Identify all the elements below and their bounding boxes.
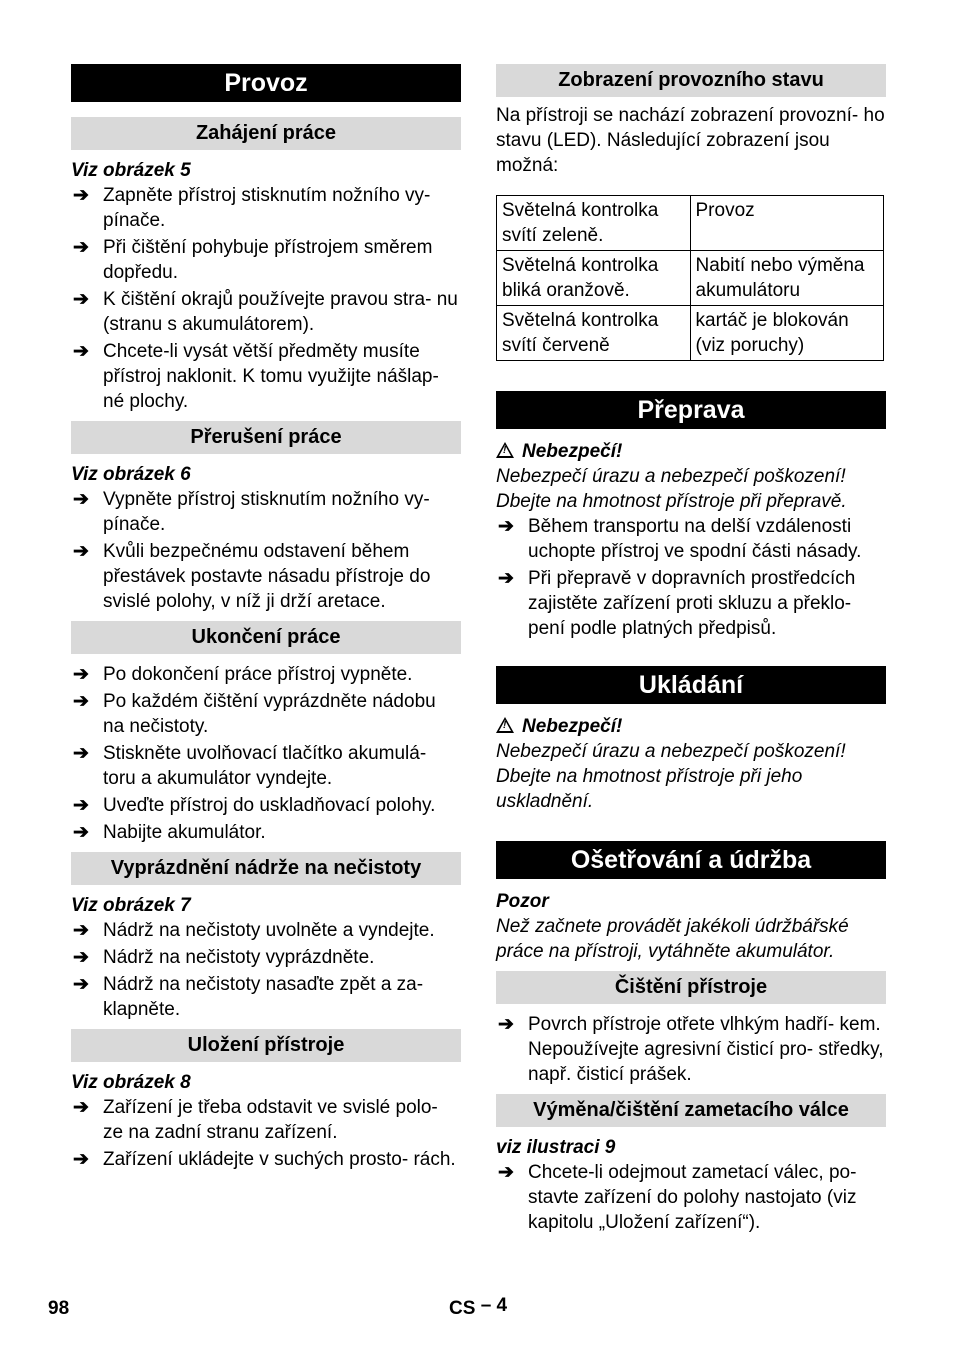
arrow-right-icon: ➔	[73, 822, 89, 843]
danger-label: !Nebezpečí!	[496, 714, 886, 739]
list-item: ➔ K čištění okrajů používejte pravou stra- nu (stranu s akumulátorem).	[73, 289, 458, 335]
arrow-right-icon: ➔	[73, 947, 89, 968]
list-item: ➔ Povrch přístroje otřete vlhkým hadří- kem. Nepoužívejte agresivní čisticí pro- středky, např. čisticí prášek.	[498, 1014, 884, 1085]
arrow-right-icon: ➔	[73, 1149, 89, 1170]
list-item: ➔ Uveďte přístroj do uskladňovací polohy.	[73, 795, 436, 816]
heading-vymena-valce: Výměna/čištění zametacího válce	[496, 1094, 886, 1127]
arrow-right-icon: ➔	[498, 1162, 514, 1183]
arrow-right-icon: ➔	[73, 489, 89, 510]
list-item: ➔ Chcete-li vysát větší předměty musíte přístroj naklonit. K tomu využijte nášlap- né plochy.	[73, 341, 439, 412]
list-item: ➔ Nádrž na nečistoty uvolněte a vyndejte.	[73, 920, 435, 941]
section-title-preprava: Přeprava	[496, 391, 886, 429]
list-item: ➔ Zařízení je třeba odstavit ve svislé polo- ze na zadní stranu zařízení.	[73, 1097, 438, 1143]
arrow-right-icon: ➔	[73, 795, 89, 816]
arrow-right-icon: ➔	[498, 516, 514, 537]
figure-reference: Viz obrázek 8	[71, 1072, 191, 1093]
arrow-right-icon: ➔	[73, 237, 89, 258]
section-title-provoz: Provoz	[71, 64, 461, 102]
language-code: CS	[449, 1298, 476, 1319]
list-item: ➔ Během transportu na delší vzdálenosti uchopte přístroj ve spodní části násady.	[498, 516, 862, 562]
warning-icon	[496, 442, 514, 458]
arrow-right-icon: ➔	[73, 289, 89, 310]
instruction-list	[71, 183, 461, 414]
instruction-list	[71, 918, 461, 1022]
status-intro: Na přístroji se nachází zobrazení provozní- ho stavu (LED). Následující zobrazení jsou možná:	[496, 105, 885, 176]
table-cell: kartáč je blokován (viz poruchy)	[690, 306, 884, 361]
list-item: ➔ Zapněte přístroj stisknutím nožního vy- pínače.	[73, 185, 431, 231]
caution-text: Než začnete provádět jakékoli údržbářské práce na přístroji, vytáhněte akumulátor.	[496, 916, 849, 962]
arrow-right-icon: ➔	[73, 691, 89, 712]
instruction-list	[71, 662, 461, 845]
table-cell: Světelná kontrolka bliká oranžově.	[497, 251, 691, 306]
list-item: ➔ Vypněte přístroj stisknutím nožního vy- pínače.	[73, 489, 430, 535]
arrow-right-icon: ➔	[73, 974, 89, 995]
table-row	[497, 306, 884, 361]
instruction-list	[496, 1012, 886, 1087]
danger-text: Nebezpečí úrazu a nebezpečí poškození! Dbejte na hmotnost přístroje při přepravě.	[496, 466, 847, 512]
status-table	[496, 195, 884, 361]
instruction-list	[71, 487, 461, 614]
arrow-right-icon: ➔	[498, 1014, 514, 1035]
list-item: ➔ Při přepravě v dopravních prostředcích zajistěte zařízení proti skluzu a překlo- pení podle platných předpisů.	[498, 568, 856, 639]
footer-label	[449, 1295, 508, 1320]
danger-label: !Nebezpečí!	[496, 439, 886, 464]
section-title-ukladani: Ukládání	[496, 666, 886, 704]
arrow-right-icon: ➔	[73, 920, 89, 941]
table-cell: Světelná kontrolka svítí červeně	[497, 306, 691, 361]
list-item: ➔ Při čištění pohybuje přístrojem směrem dopředu.	[73, 237, 433, 283]
list-item: ➔ Nádrž na nečistoty vyprázdněte.	[73, 947, 375, 968]
heading-zobrazeni-stavu: Zobrazení provozního stavu	[496, 64, 886, 97]
caution-label: Pozor	[496, 891, 549, 912]
arrow-right-icon: ➔	[73, 185, 89, 206]
arrow-right-icon: ➔	[73, 1097, 89, 1118]
list-item: ➔ Po každém čištění vyprázdněte nádobu na nečistoty.	[73, 691, 436, 737]
figure-reference: viz ilustraci 9	[496, 1137, 616, 1158]
list-item: ➔ Nádrž na nečistoty nasaďte zpět a za- klapněte.	[73, 974, 424, 1020]
section-title-osetrovani: Ošetřování a údržba	[496, 841, 886, 879]
list-item: ➔ Kvůli bezpečnému odstavení během přestávek postavte násadu přístroje do svislé polohy, v níž ji drží aretace.	[73, 541, 431, 612]
list-item: ➔ Zařízení ukládejte v suchých prosto- rách.	[73, 1149, 456, 1170]
arrow-right-icon: ➔	[73, 341, 89, 362]
arrow-right-icon: ➔	[73, 664, 89, 685]
figure-reference: Viz obrázek 6	[71, 464, 191, 485]
heading-preruseni-prace: Přerušení práce	[71, 421, 461, 454]
warning-icon	[496, 717, 514, 733]
page-number: 98	[48, 1298, 70, 1319]
table-row	[497, 196, 884, 251]
figure-reference: Viz obrázek 7	[71, 895, 191, 916]
heading-cisteni-pristroje: Čištění přístroje	[496, 971, 886, 1004]
list-item: ➔ Nabijte akumulátor.	[73, 822, 266, 843]
left-column	[71, 64, 461, 1174]
arrow-right-icon: ➔	[498, 568, 514, 589]
heading-ukonceni-prace: Ukončení práce	[71, 621, 461, 654]
danger-text: Nebezpečí úrazu a nebezpečí poškození! Dbejte na hmotnost přístroje při jeho uskladnění.	[496, 741, 846, 812]
arrow-right-icon: ➔	[73, 743, 89, 764]
instruction-list	[496, 1160, 886, 1235]
instruction-list	[496, 514, 886, 641]
table-cell: Světelná kontrolka svítí zeleně.	[497, 196, 691, 251]
list-item: ➔ Po dokončení práce přístroj vypněte.	[73, 664, 413, 685]
list-item: ➔ Stiskněte uvolňovací tlačítko akumulá- toru a akumulátor vyndejte.	[73, 743, 427, 789]
right-column	[496, 64, 886, 1237]
list-item: ➔ Chcete-li odejmout zametací válec, po- stavte zařízení do polohy nastojato (viz kapitolu „Uložení zařízení“).	[498, 1162, 857, 1233]
table-cell: Nabití nebo výměna akumulátoru	[690, 251, 884, 306]
heading-zahajeni-prace: Zahájení práce	[71, 117, 461, 150]
instruction-list	[71, 1095, 461, 1172]
heading-ulozeni-pristroje: Uložení přístroje	[71, 1029, 461, 1062]
section-number: – 4	[480, 1295, 508, 1316]
table-cell: Provoz	[690, 196, 884, 251]
arrow-right-icon: ➔	[73, 541, 89, 562]
table-row	[497, 251, 884, 306]
heading-vyprazdneni-nadrze: Vyprázdnění nádrže na nečistoty	[71, 852, 461, 885]
figure-reference: Viz obrázek 5	[71, 160, 191, 181]
